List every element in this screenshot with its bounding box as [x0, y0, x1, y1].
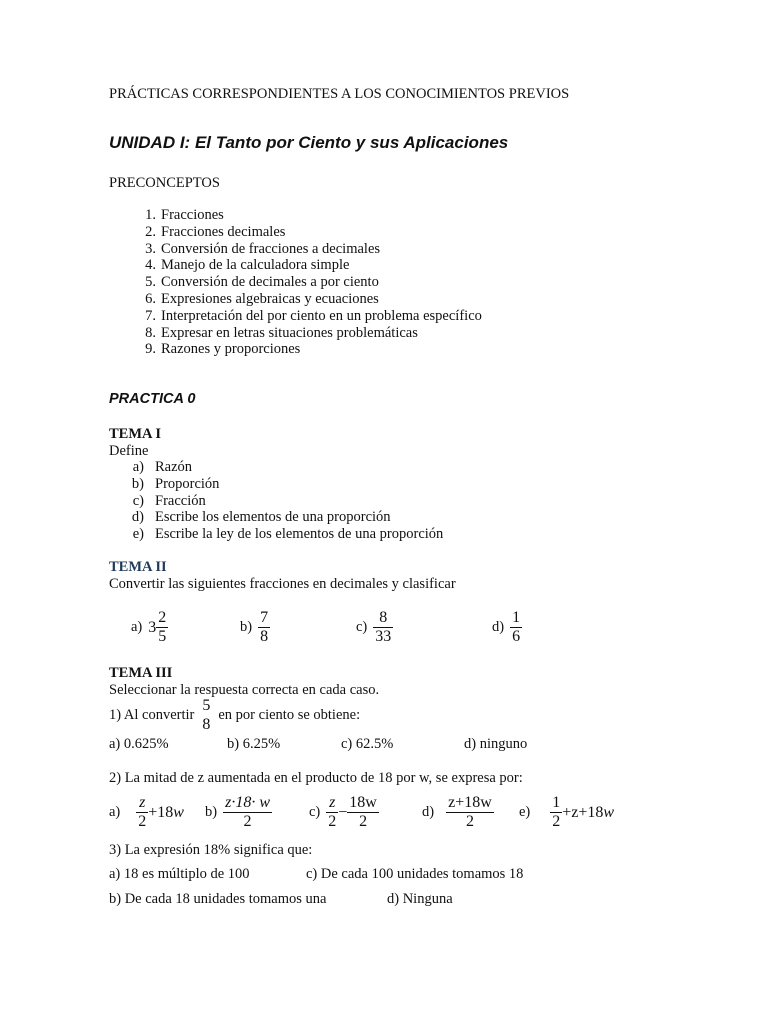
- q2-option-e: e) $\frac{1}{2}$ +z+18 w: [519, 794, 615, 830]
- tema1-list: [126, 459, 443, 543]
- fraction: $\frac{2}{5}$: [158, 609, 167, 645]
- question-3: 3) La expresión 18% significa que:: [109, 842, 313, 858]
- q3-answer-c: c) De cada 100 unidades tomamos 18: [306, 866, 524, 882]
- tema1-intro: Define: [109, 443, 149, 459]
- fraction: $\frac{z\cdot 18\cdot w}{2}$: [225, 794, 270, 830]
- preconceptos-list: [133, 207, 482, 358]
- q2-option-a: a) $\frac{z}{2}$ +18 w: [109, 794, 184, 830]
- list-item: 1. Fracciones: [145, 207, 224, 223]
- list-item: 6. Expresiones algebraicas y ecuaciones: [145, 290, 379, 307]
- q2-option-d: d) $\frac{z+18w}{2}$: [422, 794, 492, 830]
- list-item: c) Fracción: [132, 492, 206, 509]
- list-item: 5. Conversión de decimales a por ciento: [145, 274, 379, 291]
- tema2-option-d: d) $\frac{1}{6}$: [492, 609, 521, 645]
- fraction: 5 8: [202, 697, 211, 733]
- list-item: 2. Fracciones decimales: [145, 223, 286, 240]
- q1-answer-a: a) 0.625%: [109, 736, 169, 752]
- tema2-option-b: b) $\frac{7}{8}$: [240, 609, 269, 645]
- fraction: $\frac{8}{33}$: [375, 609, 392, 645]
- list-item: 8. Expresar en letras situaciones problemáticas: [145, 324, 418, 341]
- list-item: 4. Manejo de la calculadora simple: [145, 257, 350, 274]
- list-item: b) Proporción: [131, 475, 220, 492]
- practice-title: PRACTICA 0: [109, 391, 196, 407]
- q1-answer-d: d) ninguno: [464, 736, 528, 752]
- list-item: 7. Interpretación del por ciento en un problema específico: [145, 307, 482, 324]
- fraction: $\frac{z+18w}{2}$: [448, 794, 492, 830]
- list-item: 3. Conversión de fracciones a decimales: [145, 240, 381, 257]
- unit-title: UNIDAD I: El Tanto por Ciento y sus Aplicaciones: [109, 133, 509, 152]
- fraction: $\frac{18w}{2}$: [349, 794, 377, 830]
- fraction: $\frac{7}{8}$: [260, 609, 269, 645]
- question-2: 2) La mitad de z aumentada en el producto de 18 por w, se expresa por:: [109, 770, 523, 786]
- fraction: $\frac{z}{2}$: [328, 794, 337, 830]
- list-item: d) Escribe los elementos de una proporción: [131, 509, 391, 526]
- fraction: $\frac{1}{2}$: [552, 794, 561, 830]
- list-item: e) Escribe la ley de los elementos de una proporción: [132, 526, 444, 543]
- tema3-title: TEMA III: [109, 665, 173, 681]
- q2-option-c: c) $\frac{z}{2}$ − $\frac{18w}{2}$: [309, 794, 377, 830]
- fraction: $\frac{1}{6}$: [512, 609, 521, 645]
- q3-answer-b: b) De cada 18 unidades tomamos una: [109, 891, 327, 907]
- q3-answer-d: d) Ninguna: [387, 891, 453, 907]
- q1-answer-b: b) 6.25%: [227, 736, 281, 752]
- q1-answer-c: c) 62.5%: [341, 736, 394, 752]
- fraction: $\frac{z}{2}$: [138, 794, 147, 830]
- tema2-option-c: c) $\frac{8}{33}$: [356, 609, 392, 645]
- tema2-title: TEMA II: [109, 559, 167, 575]
- q2-option-b: b) $\frac{z\cdot 18\cdot w}{2}$: [205, 794, 270, 830]
- page-header: PRÁCTICAS CORRESPONDIENTES A LOS CONOCIMIENTOS PREVIOS: [109, 86, 570, 102]
- list-item: 9. Razones y proporciones: [145, 341, 301, 358]
- list-item: a) Razón: [132, 459, 193, 475]
- tema3-intro: Seleccionar la respuesta correcta en cada caso.: [109, 682, 380, 698]
- preconceptos-title: PRECONCEPTOS: [109, 175, 220, 191]
- tema1-title: TEMA I: [109, 426, 161, 442]
- question-1: 1) Al convertir 5 8 en por ciento se obtiene:: [109, 697, 361, 733]
- tema2-option-a: a) 3 $\frac{2}{5}$: [131, 609, 167, 645]
- q3-answer-a: a) 18 es múltiplo de 100: [109, 866, 250, 882]
- tema2-intro: Convertir las siguientes fracciones en decimales y clasificar: [109, 576, 456, 592]
